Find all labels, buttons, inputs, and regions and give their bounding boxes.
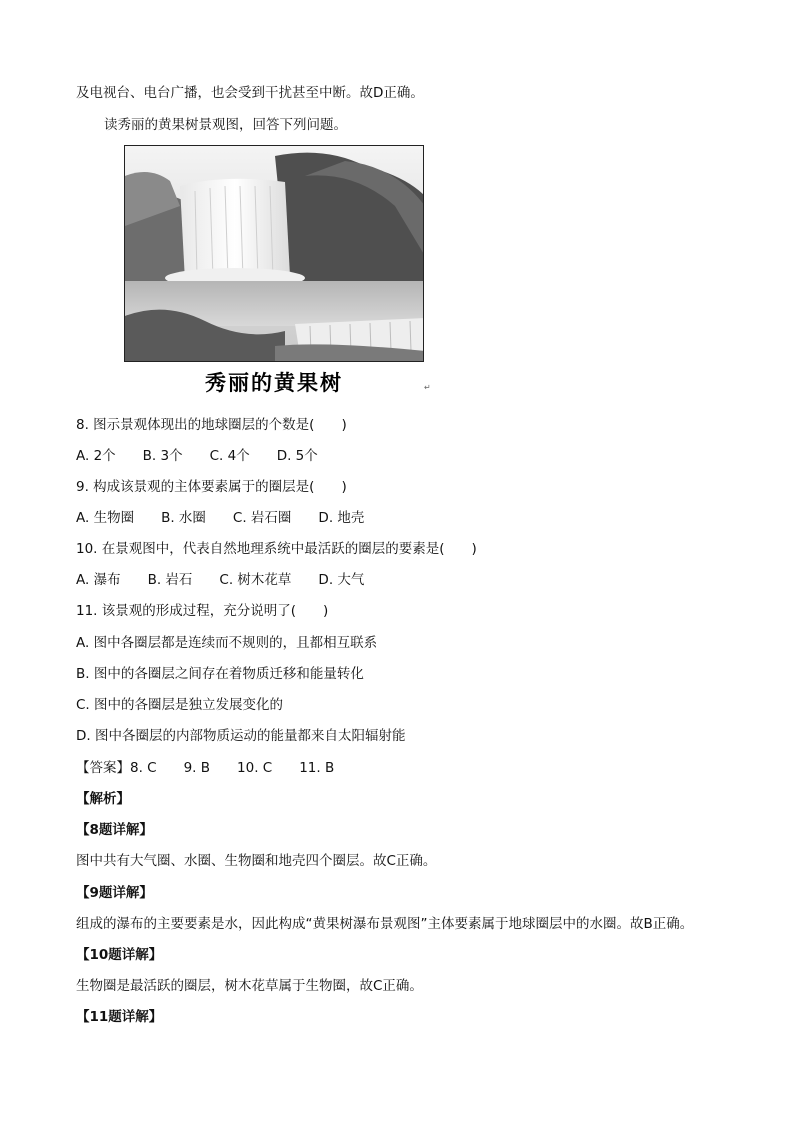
question-10: 10. 在景观图中，代表自然地理系统中最活跃的圈层的要素是( )	[76, 541, 477, 557]
question-intro: 读秀丽的黄果树景观图，回答下列问题。	[104, 117, 347, 133]
question-11-option-b: B. 图中的各圈层之间存在着物质迁移和能量转化	[76, 666, 364, 682]
question-9-options: A. 生物圈 B. 水圈 C. 岩石圈 D. 地壳	[76, 510, 365, 526]
question-11-option-c: C. 图中的各圈层是独立发展变化的	[76, 697, 284, 713]
q8-explanation-heading: 【8题详解】	[76, 822, 153, 838]
text-line-continuation: 及电视台、电台广播，也会受到干扰甚至中断。故D正确。	[76, 85, 424, 101]
q10-explanation-heading: 【10题详解】	[76, 947, 163, 963]
question-11: 11. 该景观的形成过程，充分说明了( )	[76, 603, 329, 619]
q9-explanation: 组成的瀑布的主要要素是水，因此构成“黄果树瀑布景观图”主体要素属于地球圈层中的水圈。故B正确。	[76, 916, 694, 932]
q10-explanation: 生物圈是最活跃的圈层，树木花草属于生物圈，故C正确。	[76, 978, 423, 994]
question-10-options: A. 瀑布 B. 岩石 C. 树木花草 D. 大气	[76, 572, 365, 588]
q9-explanation-heading: 【9题详解】	[76, 885, 153, 901]
question-8: 8. 图示景观体现出的地球圈层的个数是( )	[76, 417, 347, 433]
question-11-option-a: A. 图中各圈层都是连续而不规则的，且都相互联系	[76, 635, 378, 651]
question-11-option-d: D. 图中各圈层的内部物质运动的能量都来自太阳辐射能	[76, 728, 406, 744]
answer-key: 【答案】8. C 9. B 10. C 11. B	[76, 760, 335, 776]
figure-caption: 秀丽的黄果树	[205, 370, 343, 395]
analysis-heading: 【解析】	[76, 791, 130, 807]
q11-explanation-heading: 【11题详解】	[76, 1009, 163, 1025]
return-mark: ↵	[424, 383, 431, 392]
waterfall-photo	[124, 145, 424, 362]
question-8-options: A. 2个 B. 3个 C. 4个 D. 5个	[76, 448, 318, 464]
q8-explanation: 图中共有大气圈、水圈、生物圈和地壳四个圈层。故C正确。	[76, 853, 437, 869]
question-9: 9. 构成该景观的主体要素属于的圈层是( )	[76, 479, 347, 495]
